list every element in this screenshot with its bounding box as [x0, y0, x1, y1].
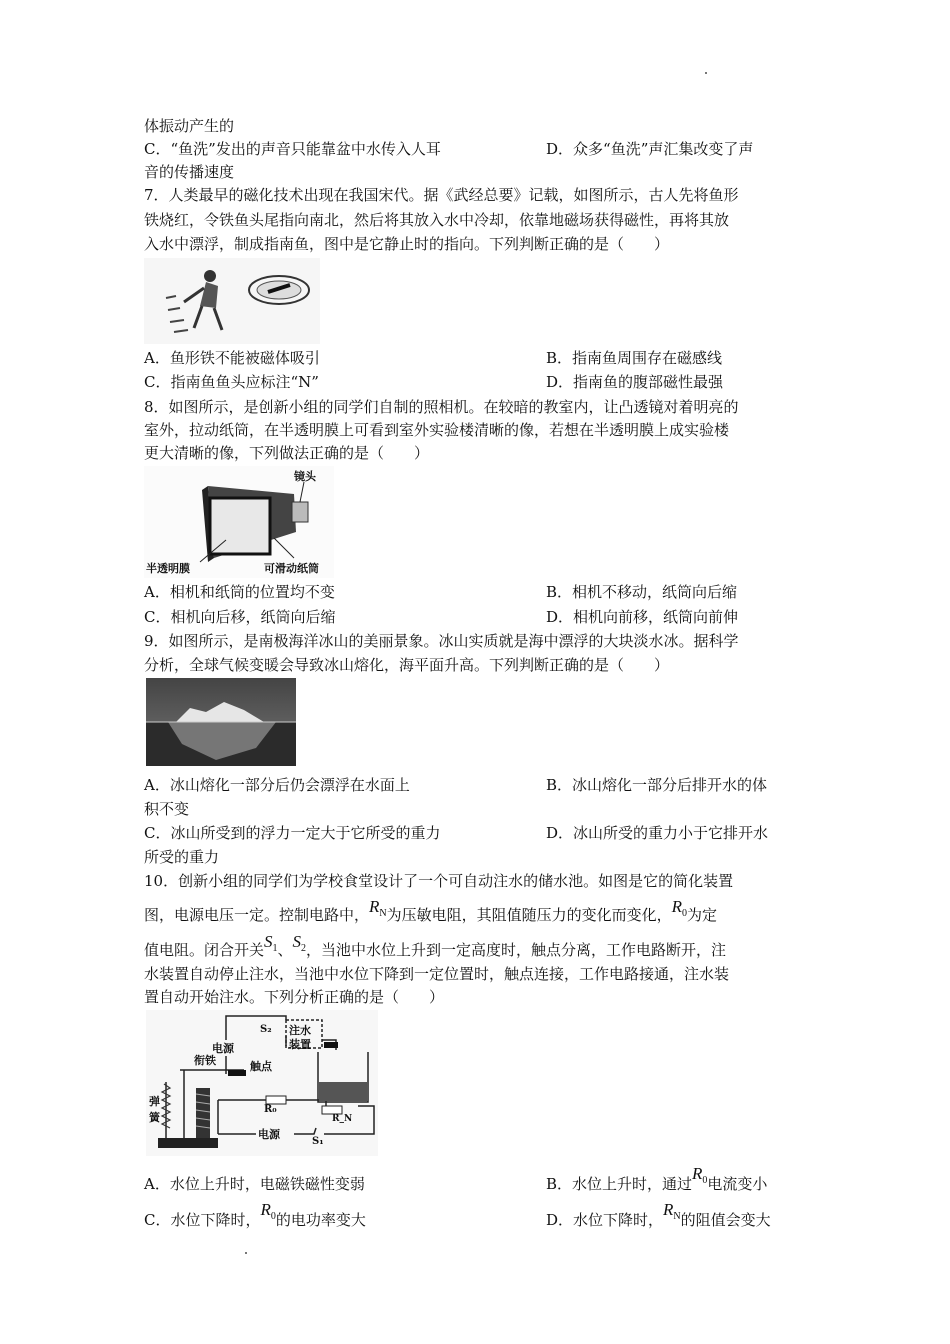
text-line: 体振动产生的	[144, 117, 235, 135]
q8-camera-figure	[144, 466, 334, 578]
question-8-line: 更大清晰的像，下列做法正确的是（ ）	[144, 444, 430, 462]
question-10-line: 置自动开始注水。下列分析正确的是（ ）	[144, 988, 445, 1006]
q10-option-b-text: B．水位上升时，通过	[546, 1175, 693, 1193]
q8-option-a: A．相机和纸筒的位置均不变	[144, 583, 335, 601]
symbol-r: R	[260, 1200, 271, 1219]
q8-option-b: B．相机不移动，纸筒向后缩	[546, 583, 738, 601]
question-10-line	[144, 932, 727, 967]
rn-symbol	[663, 1200, 681, 1222]
q8-option-c: C．相机向后移，纸筒向后缩	[144, 608, 336, 626]
q10-label-inject2: 装置	[289, 1038, 311, 1051]
q10-option-d	[546, 1200, 771, 1237]
q10-text: ，当池中水位上升到一定高度时，触点分离，工作电路断开，注	[306, 941, 727, 959]
question-7-line: 入水中漂浮，制成指南鱼，图中是它静止时的指向。下列判断正确的是（ ）	[144, 235, 670, 253]
symbol-sub-0: 0	[702, 1175, 708, 1186]
q10-label-armature: 衔铁	[194, 1054, 216, 1067]
question-10-line: 水装置自动停止注水，当池中水位下降到一定位置时，触点连接，工作电路接通，注水装	[144, 965, 730, 983]
symbol-r: R	[671, 897, 683, 916]
symbol-r: R	[692, 1164, 703, 1183]
q10-option-d-text: D．水位下降时，	[546, 1211, 664, 1229]
q7-option-a: A．鱼形铁不能被磁体吸引	[144, 349, 320, 367]
q10-label-contact: 触点	[250, 1060, 272, 1073]
question-9-line: 分析，全球气候变暖会导致冰山熔化，海平面升高。下列判断正确的是（ ）	[144, 656, 670, 674]
q9-option-d-cont: 所受的重力	[144, 848, 220, 866]
r0-symbol	[671, 897, 688, 919]
scan-dot-top	[705, 72, 707, 74]
q7-option-c: C．指南鱼鱼头应标注“N”	[144, 373, 319, 391]
q8-option-d: D．相机向前移，纸筒向前伸	[546, 608, 739, 626]
q8-label-lens: 镜头	[294, 470, 316, 483]
q10-label-s2: S₂	[260, 1024, 272, 1035]
q10-label-rn: R_N	[332, 1114, 353, 1124]
q10-text: 为定	[687, 906, 718, 924]
symbol-sub-0: 0	[682, 908, 688, 919]
q10-label-power-top: 电源	[212, 1042, 234, 1055]
q9-option-c: C．冰山所受到的浮力一定大于它所受的重力	[144, 824, 441, 842]
q10-circuit-figure	[146, 1010, 378, 1156]
q7-option-b: B．指南鱼周围存在磁感线	[546, 349, 723, 367]
q10-option-c-text: 的电功率变大	[275, 1211, 366, 1229]
q8-label-tube: 可滑动纸筒	[264, 562, 319, 575]
q10-text: 值电阻。闭合开关	[144, 941, 265, 959]
q10-option-b	[546, 1164, 768, 1201]
symbol-s: S	[264, 932, 273, 951]
s2-symbol	[292, 932, 307, 954]
q10-text: 、	[277, 941, 293, 959]
r0-symbol	[692, 1164, 708, 1186]
symbol-r: R	[369, 897, 380, 916]
q10-text: 图，电源电压一定。控制电路中，	[144, 906, 370, 924]
symbol-sub-1: 1	[272, 943, 278, 954]
s1-symbol	[264, 932, 278, 954]
rn-symbol	[369, 897, 387, 919]
q7-compass-fish-figure	[144, 258, 320, 344]
r0-symbol	[260, 1200, 276, 1222]
q10-label-power-bottom: 电源	[258, 1128, 280, 1141]
text-line: C．“鱼洗”发出的声音只能靠盆中水传入人耳	[144, 140, 441, 158]
question-7-line: 铁烧红，令铁鱼头尾指向南北，然后将其放入水中冷却，依靠地磁场获得磁性，再将其放	[144, 211, 730, 229]
text-line: D．众多“鱼洗”声汇集改变了声	[546, 140, 754, 158]
question-10-line	[144, 897, 718, 932]
q9-option-a: A．冰山熔化一部分后仍会漂浮在水面上	[144, 776, 410, 794]
q8-label-film: 半透明膜	[146, 562, 190, 575]
q10-text: 为压敏电阻，其阻值随压力的变化而变化，	[386, 906, 672, 924]
q10-option-c	[144, 1200, 366, 1237]
q10-option-b-text: 电流变小	[707, 1175, 768, 1193]
q10-label-inject1: 注水	[289, 1024, 311, 1037]
symbol-s: S	[292, 932, 302, 951]
symbol-sub-2: 2	[301, 943, 307, 954]
q10-option-a: A．水位上升时，电磁铁磁性变弱	[144, 1175, 365, 1193]
q10-option-c-text: C．水位下降时，	[144, 1211, 261, 1229]
q10-label-r0: R₀	[264, 1104, 277, 1115]
q9-iceberg-photo	[146, 678, 296, 766]
question-8-line: 室外，拉动纸筒，在半透明膜上可看到室外实验楼清晰的像，若想在半透明膜上成实验楼	[144, 421, 730, 439]
symbol-sub-0: 0	[270, 1211, 276, 1222]
q9-option-d: D．冰山所受的重力小于它排开水	[546, 824, 769, 842]
symbol-sub-n: N	[379, 908, 387, 919]
question-9-line: 9．如图所示，是南极海洋冰山的美丽景象。冰山实质就是海中漂浮的大块淡水冰。据科学	[144, 632, 739, 650]
question-8-line: 8．如图所示，是创新小组的同学们自制的照相机。在较暗的教室内，让凸透镜对着明亮的	[144, 398, 739, 416]
q9-option-b: B．冰山熔化一部分后排开水的体	[546, 776, 768, 794]
symbol-sub-n: N	[673, 1211, 681, 1222]
q10-option-d-text: 的阻值会变大	[680, 1211, 771, 1229]
text-line: 音的传播速度	[144, 163, 235, 181]
symbol-r: R	[663, 1200, 674, 1219]
question-10-line: 10．创新小组的同学们为学校食堂设计了一个可自动注水的储水池。如图是它的简化装置	[144, 872, 734, 890]
q9-option-b-cont: 积不变	[144, 800, 190, 818]
scan-dot-bottom	[245, 1252, 247, 1254]
question-7-line: 7．人类最早的磁化技术出现在我国宋代。据《武经总要》记载，如图所示，古人先将鱼形	[144, 186, 739, 204]
q10-label-spring: 弹簧	[149, 1095, 160, 1124]
q10-label-s1: S₁	[312, 1136, 324, 1147]
q7-option-d: D．指南鱼的腹部磁性最强	[546, 373, 724, 391]
